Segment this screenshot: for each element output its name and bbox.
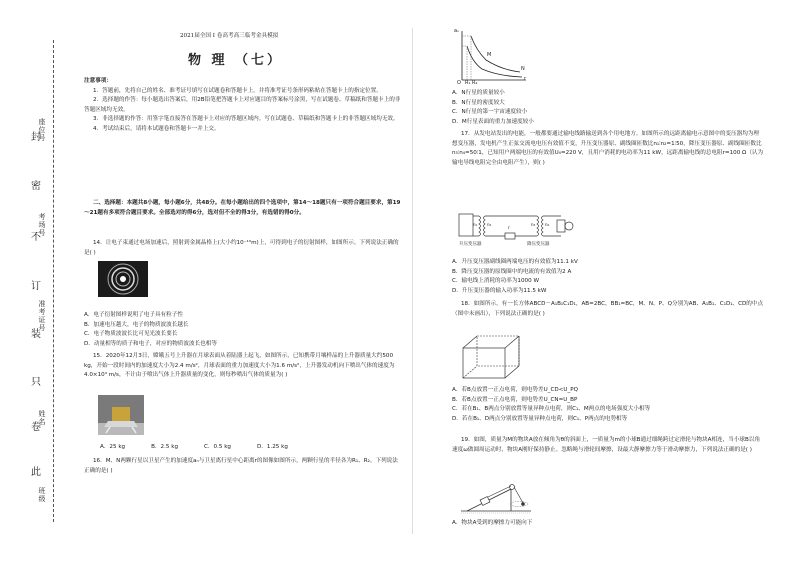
option-15-d: D．1.25 kg [256, 444, 288, 450]
notice-item: 2．选择题的作答：每小题选出答案后，用2B铅笔把答题卡上对应题目的答案标号涂黑，写在试题卷、草稿纸和答题卡上的非答题区域均无效。 [84, 97, 401, 113]
question-18-stem: 18．如图所示，有一长方体ABCD－A₁B₁C₁D₁，AB=2BC，BB₁=BC，M、N、P、Q分别为AB、A₁B₁、C₁D₁、CD的中点（图中未画出），下列说法正确的是( ) [452, 301, 764, 317]
binding-line [53, 40, 54, 522]
option-18-d: D．若在B₁、D两点分别放置等量异种点电荷，则C₁、P两点的电势相等 [452, 415, 628, 422]
option-16-b: B．N行星的密度较大 [452, 99, 505, 106]
incline-pulley-diagram [459, 481, 533, 515]
question-18-options [452, 386, 764, 424]
question-16-options [452, 89, 762, 127]
question-14-options [84, 311, 402, 349]
graph-tick-r1: R₁ [465, 80, 471, 86]
question-19-options [452, 519, 764, 529]
step-down-transformer-label: 降压变压器 [527, 242, 550, 247]
option-18-b: B．若B点放置一正点电荷，则电势差U_CN=U_BP [452, 396, 578, 403]
power-transmission-circuit [457, 206, 575, 254]
seal-char: 此 [31, 467, 41, 478]
question-17-options [452, 258, 762, 296]
question-19-stem: 19．如图，质量为M的物块A放在倾角为θ的斜面上，一质量为m的小球B通过细绳跨过定滑轮与物块A相连，当小球B以角速度ω做圆周运动时，物块A刚好保持静止。忽略绳与滑轮间摩擦，设最大静摩擦力等于滑动摩擦力，下列说法正确的是( ) [452, 437, 761, 453]
cuboid-diagram [459, 332, 523, 382]
curve-n-label: N [521, 66, 525, 72]
curve-m-label: M [487, 52, 492, 58]
exam-title: 2021届全国 I 卷高考高三临考金具模拟 [180, 33, 279, 39]
notice-item: 3．非选择题的作答：用签字笔直接答在答题卡上对应的答题区域内。写在试题卷、草稿纸和答题卡上的非答题区域均无效。 [93, 116, 399, 122]
diffraction-pattern-image [98, 261, 148, 297]
acceleration-distance-graph [454, 28, 530, 86]
seal-char: 卷 [31, 422, 41, 433]
seal-char: 密 [31, 181, 41, 192]
step-up-transformer-label: 升压变压器 [459, 242, 482, 247]
notice-title: 注意事项： [84, 78, 112, 84]
question-14-stem: 14．让电子束通过电场加速后，照射到金属晶格上(大小约10⁻¹⁰m)上，可得到电子的衍射图样，如图所示。下列说法正确的是( ) [84, 240, 399, 256]
question-17-stem: 17．从发电站发出的电能，一般都要通过输电线路输送到各个用电地方。如图所示的远距离输电示意图中的变压器均为理想变压器，发电机产生正弦交流电电压有效值不变，升压变压器原、副线圈匝数比n₁∶n₂=1∶50，降压变压器原、副线圈匝数比n₃∶n₄=50∶1，已知用户两端电压的有效值U₄=220 V，且用户消耗的电功率为11 kW，远距离输电线的总电阻r=100 Ω（认为输电导线电阻完全由电阻产生），则( ) [452, 131, 764, 166]
option-15-a: A．25 kg [100, 444, 126, 450]
question-15-stem: 15．2020年12月3日，嫦娥五号上升器在月球表面从着陆器上起飞，如图所示，已知携带月壤样品的上升器质量大约500 kg，开始一段时间内的加速度大小为2.4 m/s²，月球表面的重力加速度大小为1.6 m/s²，上升器发动机向下喷出气体的速度为4.0×10³ m/s，不计由于喷出气体上升器质量的变化，则每秒喷出气体的质量为( ) [84, 353, 395, 378]
section-intro: 二、选择题：本题共8小题，每小题6分，共48分。在每小题给出的四个选项中，第14～18题只有一项符合题目要求，第19～21题有多项符合题目要求。全部选对的得6分，选对但不全的得3分，有选错的得0分。 [84, 200, 401, 216]
option-14-b: B．加速电压越大，电子的物质波波长越长 [84, 321, 189, 328]
coil-n2-label: n₂ [487, 222, 492, 227]
option-17-a: A．升压变压器副线圈两端电压的有效值为11.1 kV [452, 259, 578, 265]
line-resistance-label: r [508, 226, 510, 231]
lunar-ascender-image [98, 395, 144, 435]
notice-block [84, 77, 402, 134]
coil-n3-label: n₃ [531, 222, 536, 227]
option-15-b: B．2.5 kg [151, 444, 179, 450]
exam-room-label: 考场号 [38, 213, 46, 237]
seal-char: 装 [31, 329, 41, 340]
admission-number-label: 准考证号 [38, 300, 46, 332]
name-label: 姓名 [38, 410, 46, 426]
coil-n1-label: n₁ [473, 222, 478, 227]
coil-n4-label: n₄ [545, 222, 550, 227]
option-14-c: C．电子物质波波长比可见光波长要长 [84, 331, 178, 337]
option-17-d: D．升压变压器的输入功率为11.5 kW [452, 287, 547, 294]
option-18-c: C．若在B₁、B两点分别放置等量异种点电荷，则C₁、M两点的电场强度大小相等 [452, 406, 651, 412]
option-16-c: C．N行星的第一宇宙速度较小 [452, 109, 528, 115]
option-17-c: C．输电线上消耗的功率为1000 W [452, 278, 539, 284]
seal-char: 封 [31, 132, 41, 143]
graph-x-axis-label: r [524, 76, 527, 82]
option-17-b: B．降压变压器的原线圈中的电流的有效值为2 A [452, 268, 572, 275]
subject-title: 物 理 （七） [188, 53, 284, 68]
column-divider [412, 28, 413, 534]
notice-item: 4．考试结束后，请将本试题卷和答题卡一并上交。 [93, 125, 220, 132]
option-16-d: D．M行星表面的重力加速度较小 [452, 118, 534, 125]
option-16-a: A．N行星的质量较小 [452, 90, 505, 96]
question-16-stem: 16．M、N两颗行星以卫星产生的加速度aₙ与卫星离行星中心距离r的图像如图所示，两颗行星的半径各为R₁、R₂。下列说法正确的是( ) [84, 458, 398, 474]
question-15-options [100, 443, 400, 453]
option-18-a: A．若B点放置一正点电荷，则电势差U_CD<U_PQ [452, 387, 579, 393]
graph-y-axis-label: aₙ [454, 28, 460, 34]
option-14-a: A．电子衍射图样说明了电子具有粒子性 [84, 312, 183, 318]
notice-item: 1．答题前，先将自己的姓名、准考证号填写在试题卷和答题卡上，并将准考证号条形码粘贴在答题卡上的指定位置。 [93, 87, 382, 94]
option-19-a: A．物块A受到的摩擦力可能向下 [452, 520, 533, 526]
class-label: 班级 [38, 487, 46, 503]
graph-origin-label: O [457, 80, 461, 86]
option-15-c: C．0.5 kg [204, 444, 231, 450]
seal-char: 只 [31, 377, 41, 388]
graph-tick-r2: R₂ [472, 80, 478, 86]
seal-char: 订 [31, 281, 41, 292]
seal-char: 不 [31, 232, 41, 243]
option-14-d: D．动量相等的质子和电子，对应的物质波波长也相等 [84, 340, 217, 347]
seat-number-label: 座位号 [38, 118, 46, 142]
